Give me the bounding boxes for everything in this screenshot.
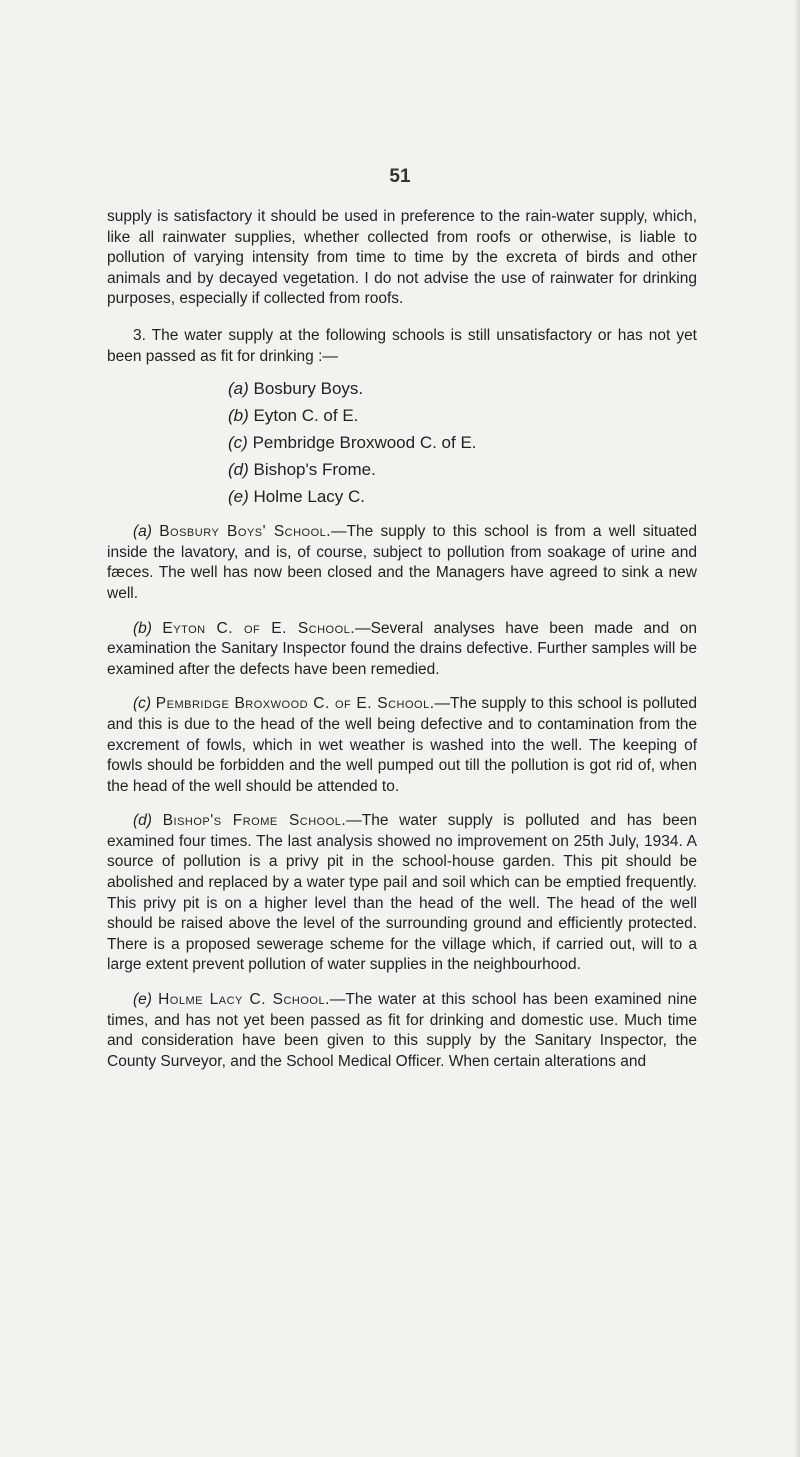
school-name: Bishop's Frome.: [253, 460, 376, 480]
school-heading: Pembridge Broxwood C. of E. School.: [155, 695, 435, 713]
school-list-item: [228, 483, 697, 510]
paragraph-text: —Several analyses have been made and on examination the Sanitary Inspector found the drains defective. Further samples will be examined after the defects have been remedied.: [107, 619, 697, 678]
school-paragraph: [107, 694, 697, 797]
paragraph-text: —The water supply is polluted and has been examined four times. The last analysis showed no improvement on 25th July, 1934. A source of pollution is a privy pit in the school-house garden. This pit should be abolished and replaced by a water type pail and soil which can be emptied frequently. This privy pit is on a higher level than the head of the well. The head of the well should be raised above the level of the surrounding ground and efficiently protected. There is a proposed sewerage scheme for the village which, if carried out, will to a large extent prevent pollution of water supplies in the neighbourhood.: [107, 812, 698, 974]
school-list-item: [228, 456, 697, 483]
school-paragraph: [107, 990, 697, 1072]
school-list: [107, 375, 697, 510]
section-3-paragraph: 3. The water supply at the following schools is still unsatisfactory or has not yet been passed as fit for drinking :—: [107, 326, 697, 365]
item-label: (b): [228, 406, 249, 426]
school-list-item: [228, 429, 697, 456]
school-list-item: [228, 402, 697, 429]
page-number: 51: [389, 166, 411, 187]
school-name: Eyton C. of E.: [253, 406, 359, 426]
paragraph-label: (e): [133, 991, 152, 1009]
item-label: (d): [228, 460, 249, 480]
paragraph-label: (c): [133, 695, 152, 713]
paragraph-text: —The water at this school has been examined nine times, and has not yet been passed as fit for drinking and domestic use. Much time and consideration have been given to this supply by the Sanitary Inspector, the County Surveyor, and the School Medical Officer. When certain alterations and: [107, 991, 697, 1070]
school-heading: Bishop's Frome School.: [162, 812, 347, 830]
school-heading: Holme Lacy C. School.: [158, 991, 330, 1009]
item-label: (e): [228, 487, 249, 507]
item-label: (a): [228, 379, 249, 399]
paragraph-label: (a): [133, 523, 152, 541]
school-name: Bosbury Boys.: [253, 379, 364, 399]
paragraph-text: —The supply to this school is polluted and this is due to the head of the well being defective and to contamination from the excrement of fowls, which in wet weather is washed into the well. The keeping of fowls should be forbidden and the well pumped out till the pollution is got rid of, when the head of the well should be attended to.: [107, 695, 697, 795]
page-edge: [794, 0, 800, 1457]
page-body: [107, 207, 697, 1086]
school-list-item: [228, 375, 697, 402]
school-heading: Bosbury Boys' School.: [159, 523, 332, 541]
paragraph-label: (b): [133, 619, 152, 637]
school-name: Pembridge Broxwood C. of E.: [252, 433, 477, 453]
school-heading: Eyton C. of E. School.: [162, 619, 356, 637]
school-paragraph: [107, 811, 697, 976]
paragraph-text: —The supply to this school is from a well situated inside the lavatory, and is, of course, subject to pollution from soakage of urine and fæces. The well has now been closed and the Managers have agreed to sink a new well.: [107, 523, 697, 602]
item-label: (c): [228, 433, 248, 453]
paragraph-label: (d): [133, 812, 152, 830]
school-paragraph: [107, 619, 697, 681]
school-name: Holme Lacy C.: [253, 487, 365, 507]
school-paragraph: [107, 522, 697, 604]
intro-paragraph: supply is satisfactory it should be used in preference to the rain-water supply, which, like all rainwater supplies, whether collected from roofs or otherwise, is liable to pollution of varying intensity from time to time by the excreta of birds and other animals and by decayed vegetation. I do not advise the use of rainwater for drinking purposes, especially if collected from roofs.: [107, 208, 697, 308]
